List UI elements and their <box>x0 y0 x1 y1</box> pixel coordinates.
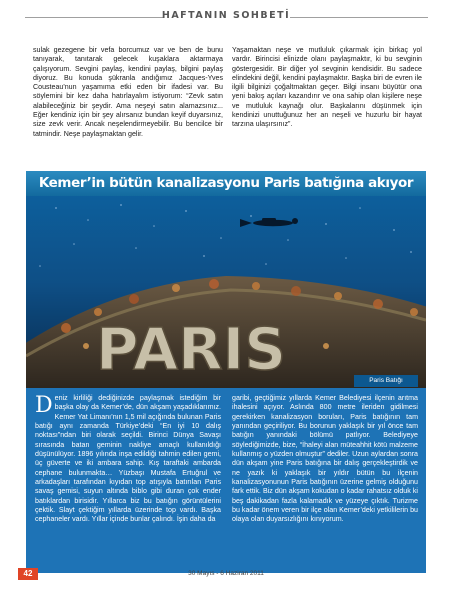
photo-caption: Paris Batığı <box>354 375 418 387</box>
wreck-photo <box>26 196 426 388</box>
page-number: 42 <box>18 568 38 580</box>
article-paragraph: sulak gezegene bir vefa borcumuz var ve ben de bunu tanıyarak, tanıtarak gelecek kuşaklara aktarmaya çalışıyorum. Sevgini paylaş, kendini paylaş, bilgini paylaş diyoruz. Bu konuda şükranla andığımız Jacques-Yves Cousteau'nun yaşamıma etki eden bir ifadesi var. Bu söylemini bir kez daha hatırlayalım istiyorum: “Zevk satın alabileceğiniz bir şeydir. Ama neşeyi satın alamazsınız... Eğer kendiniz için bir şey alırsanız bundan keyif duyarsınız, size zevk verir. Ancak neşelendirmeyebilir. Bu bencilce bir tatmindir. Neşe paylaşmaktan gelir. <box>33 46 223 138</box>
bottom-right-column <box>232 394 418 525</box>
bottom-left-column <box>35 394 221 525</box>
wreck-name-lettering: PARIS <box>95 315 287 383</box>
drop-cap: D <box>35 393 53 418</box>
underwater-wreck-image <box>26 196 426 388</box>
header-rule-right <box>290 17 428 18</box>
article-paragraph: garibi, geçtiğimiz yıllarda Kemer Belediyesi ilçenin arıtma ihalesini açıyor. Aslında 800 metre ileriden gidilmesi gerekirken kanalizasyon boruları, Paris batığının tam yanından geçiriliyor. Bu borunun yaklaşık bir yıl önce tam batığın yanındaki bölümü patlıyor. Belediyeye söylediğimizde, bize, “İhaleyi alan müteahhit kötü malzeme kullanmış o yüzden olmuştur” dediler. Uzun aylardan sonra dün akşam yine Paris batığına bir dalış gerçekleştirdik ve ne yazık ki yaklaşık bir yıldır bütün bu ilçenin kanalizasyonunun Paris batığının üzerine gelmiş olduğunu fark ettik. Biz dün akşam kokudan o kadar rahatsız olduk ki beş dakikadan fazla kalamadık ve yüzeye çıktık. Turizme bu kadar önem veren bir ilçe olan Kemer’deki yetkililerin bu olaya olan duyarsızlığını kınıyorum. <box>232 394 418 524</box>
article-paragraph: Yaşamaktan neşe ve mutluluk çıkarmak için birkaç yol vardır. Birincisi elinizde olanı paylaşmaktır, ki bu sevginin göstergesidir. Bir diğer yol sevginin kendisidir. Bu sadece elindekini değil, kendini paylaşmaktır. Başka biri de evren ile ilgili bilginizi çoğaltmaktan geçer. Bilgi insanı büyütür ona yeni bakış açıları kazandırır ve ona sahip olan kişilere neşe ve mutluluk kaynağı olur. Başkalarını düşünmek için kendinizi unuttuğunuz her an neşeli ve huzurlu bir hayat tarzına ulaşırsınız”. <box>232 46 422 129</box>
article-headline: Kemer’in bütün kanalizasyonu Paris batığına akıyor <box>38 175 414 191</box>
article-paragraph: eniz kirliliği dediğinizde paylaşmak istediğim bir başka olay da Kemer’de, dün akşam yaşadıklarımız. Kemer Yat Limanı’nın 1,5 mil açığında bulunan Paris batığı aynı zamanda Türkiye’deki “En iyi 10 dalış noktası”ndan biri olarak seçildi. Birinci Dünya Savaşı sırasında batan geminin nakliye amaçlı kullanıldığı düşünülüyor. 1896 yılında inşa edildiği tahmin edilen gemi, üç güverte ve iki ambara sahip. Kış taraftaki ambarda cephane bulunmakta… Yüzbaşı Mustafa Ertuğrul ve arkadaşları tarafından kıyıdan top atışıyla batırılan Paris savaş gemisi, suyun altında biblo gibi duran çok ender batıklardan birisidir. Yıllarca biz bu batığın görüntülerini çektik. Slayt çektiğim yıllarda üzerinde top vardı. Başka cephaneler vardı. Yıllar içinde bunlar çalındı. İşin daha da <box>35 394 221 524</box>
top-right-column <box>232 46 422 130</box>
section-title: HAFTANIN SOHBETİ <box>161 10 291 21</box>
top-left-column <box>33 46 223 139</box>
issue-date: 30 Mayıs - 6 Haziran 2011 <box>188 570 264 577</box>
page-header <box>0 0 452 36</box>
